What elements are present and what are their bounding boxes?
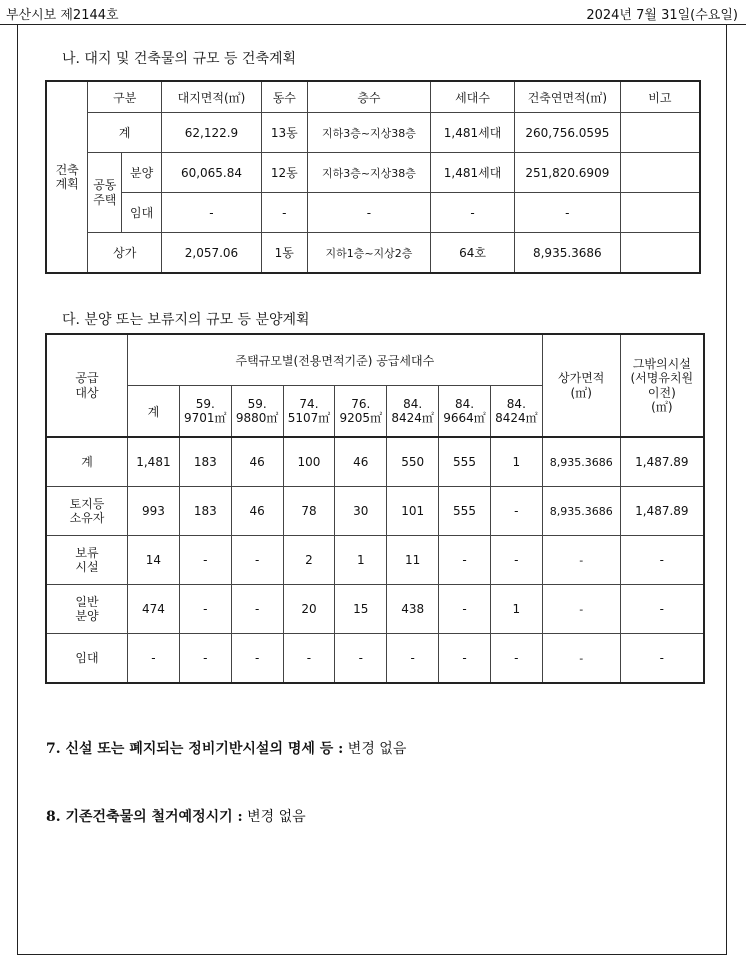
- cell: 11: [387, 536, 439, 585]
- col-header: 층수: [307, 81, 430, 113]
- cell: -: [490, 634, 542, 684]
- cell: 78: [283, 487, 335, 536]
- cell: -: [439, 536, 491, 585]
- cell: 20: [283, 585, 335, 634]
- table-row: [46, 585, 704, 634]
- cell: -: [179, 585, 231, 634]
- cell: 13동: [261, 113, 307, 153]
- table-row: [46, 437, 704, 487]
- cell: [620, 113, 700, 153]
- cell: -: [620, 634, 704, 684]
- table-row: [46, 193, 700, 233]
- cell: 1,481: [127, 437, 179, 487]
- item-7-value: 변경 없음: [343, 741, 407, 757]
- cell: -: [231, 634, 283, 684]
- size-col-header: 76. 9205㎡: [335, 386, 387, 438]
- supply-target-header: 공급 대상: [46, 334, 127, 437]
- cell: 46: [335, 437, 387, 487]
- item-7: [46, 738, 406, 758]
- cell: -: [439, 634, 491, 684]
- table-row: [46, 153, 700, 193]
- cell: 438: [387, 585, 439, 634]
- cell: -: [231, 536, 283, 585]
- cell: 1,481세대: [431, 153, 515, 193]
- cell: -: [439, 585, 491, 634]
- cell: [620, 153, 700, 193]
- publication-title: 부산시보 제2144호: [6, 8, 119, 23]
- item-7-label: 7. 신설 또는 폐지되는 정비기반시설의 명세 등 :: [46, 741, 344, 757]
- building-plan-table: [45, 80, 701, 274]
- cell: 46: [231, 437, 283, 487]
- cell: 260,756.0595: [514, 113, 620, 153]
- row-label: 분양: [122, 153, 162, 193]
- cell: -: [542, 585, 620, 634]
- cell: 183: [179, 437, 231, 487]
- cell: -: [387, 634, 439, 684]
- section-da-title: 다. 분양 또는 보류지의 규모 등 분양계획: [62, 312, 310, 328]
- sales-plan-table: [45, 333, 705, 684]
- cell: [620, 193, 700, 233]
- cell: 555: [439, 437, 491, 487]
- cell: -: [431, 193, 515, 233]
- cell: -: [307, 193, 430, 233]
- cell: 1동: [261, 233, 307, 274]
- cell: 251,820.6909: [514, 153, 620, 193]
- size-col-header: 84. 9664㎡: [439, 386, 491, 438]
- cell: 1: [335, 536, 387, 585]
- table-row: [46, 113, 700, 153]
- cell: 101: [387, 487, 439, 536]
- table-row: [46, 487, 704, 536]
- cell: -: [514, 193, 620, 233]
- item-8: [46, 806, 306, 826]
- cell: 62,122.9: [162, 113, 262, 153]
- cell: 8,935.3686: [542, 437, 620, 487]
- cell: 15: [335, 585, 387, 634]
- cell: 1,481세대: [431, 113, 515, 153]
- store-area-header: 상가면적 (㎡): [542, 334, 620, 437]
- cell: -: [490, 487, 542, 536]
- cell: -: [542, 536, 620, 585]
- section-na-title: 나. 대지 및 건축물의 규모 등 건축계획: [62, 51, 297, 67]
- cell: 474: [127, 585, 179, 634]
- cell: 1,487.89: [620, 487, 704, 536]
- table-row: [46, 536, 704, 585]
- cell: 555: [439, 487, 491, 536]
- col-header: 건축연면적(㎡): [514, 81, 620, 113]
- cell: 100: [283, 437, 335, 487]
- size-col-header: 84. 8424㎡: [490, 386, 542, 438]
- table-row: [46, 634, 704, 684]
- row-label: 토지등 소유자: [46, 487, 127, 536]
- row-label: 계: [46, 437, 127, 487]
- row-label: 일반 분양: [46, 585, 127, 634]
- row-label: 상가: [88, 233, 162, 274]
- cell: -: [231, 585, 283, 634]
- cell: -: [620, 536, 704, 585]
- cell: 2,057.06: [162, 233, 262, 274]
- cell: -: [179, 634, 231, 684]
- cell: -: [179, 536, 231, 585]
- size-col-header: 계: [127, 386, 179, 438]
- cell: -: [283, 634, 335, 684]
- cell: -: [261, 193, 307, 233]
- cell: 64호: [431, 233, 515, 274]
- row-label: 임대: [46, 634, 127, 684]
- item-8-value: 변경 없음: [242, 809, 306, 825]
- cell: [620, 233, 700, 274]
- publication-date: 2024년 7월 31일(수요일): [586, 8, 738, 23]
- row-label: 계: [88, 113, 162, 153]
- cell: 550: [387, 437, 439, 487]
- table-header-row: [46, 334, 704, 386]
- cell: 8,935.3686: [542, 487, 620, 536]
- size-col-header: 59. 9701㎡: [179, 386, 231, 438]
- housing-size-header: 주택규모별(전용면적기준) 공급세대수: [127, 334, 542, 386]
- cell: -: [620, 585, 704, 634]
- cell: 183: [179, 487, 231, 536]
- col-header: 비고: [620, 81, 700, 113]
- row-group-label: 건축 계획: [46, 81, 88, 273]
- cell: 60,065.84: [162, 153, 262, 193]
- cell: 지하1층~지상2층: [307, 233, 430, 274]
- cell: 1: [490, 585, 542, 634]
- cell: 993: [127, 487, 179, 536]
- row-label: 임대: [122, 193, 162, 233]
- col-header: 대지면적(㎡): [162, 81, 262, 113]
- cell: 1,487.89: [620, 437, 704, 487]
- cell: -: [335, 634, 387, 684]
- cell: -: [542, 634, 620, 684]
- cell: 46: [231, 487, 283, 536]
- cell: 30: [335, 487, 387, 536]
- cell: 1: [490, 437, 542, 487]
- size-col-header: 59. 9880㎡: [231, 386, 283, 438]
- sub-group-label: 공동 주택: [88, 153, 122, 233]
- size-col-header: 74. 5107㎡: [283, 386, 335, 438]
- col-header: 세대수: [431, 81, 515, 113]
- cell: -: [162, 193, 262, 233]
- cell: 지하3층~지상38층: [307, 113, 430, 153]
- cell: 2: [283, 536, 335, 585]
- other-facility-header: 그밖의시설 (서명유치원 이전) (㎡): [620, 334, 704, 437]
- table-header-row: [46, 81, 700, 113]
- size-col-header: 84. 8424㎡: [387, 386, 439, 438]
- cell: 지하3층~지상38층: [307, 153, 430, 193]
- cell: -: [490, 536, 542, 585]
- col-header: 구분: [88, 81, 162, 113]
- item-8-label: 8. 기존건축물의 철거예정시기 :: [46, 809, 243, 825]
- row-label: 보류 시설: [46, 536, 127, 585]
- table-row: [46, 233, 700, 274]
- cell: 8,935.3686: [514, 233, 620, 274]
- cell: 14: [127, 536, 179, 585]
- cell: 12동: [261, 153, 307, 193]
- cell: -: [127, 634, 179, 684]
- col-header: 동수: [261, 81, 307, 113]
